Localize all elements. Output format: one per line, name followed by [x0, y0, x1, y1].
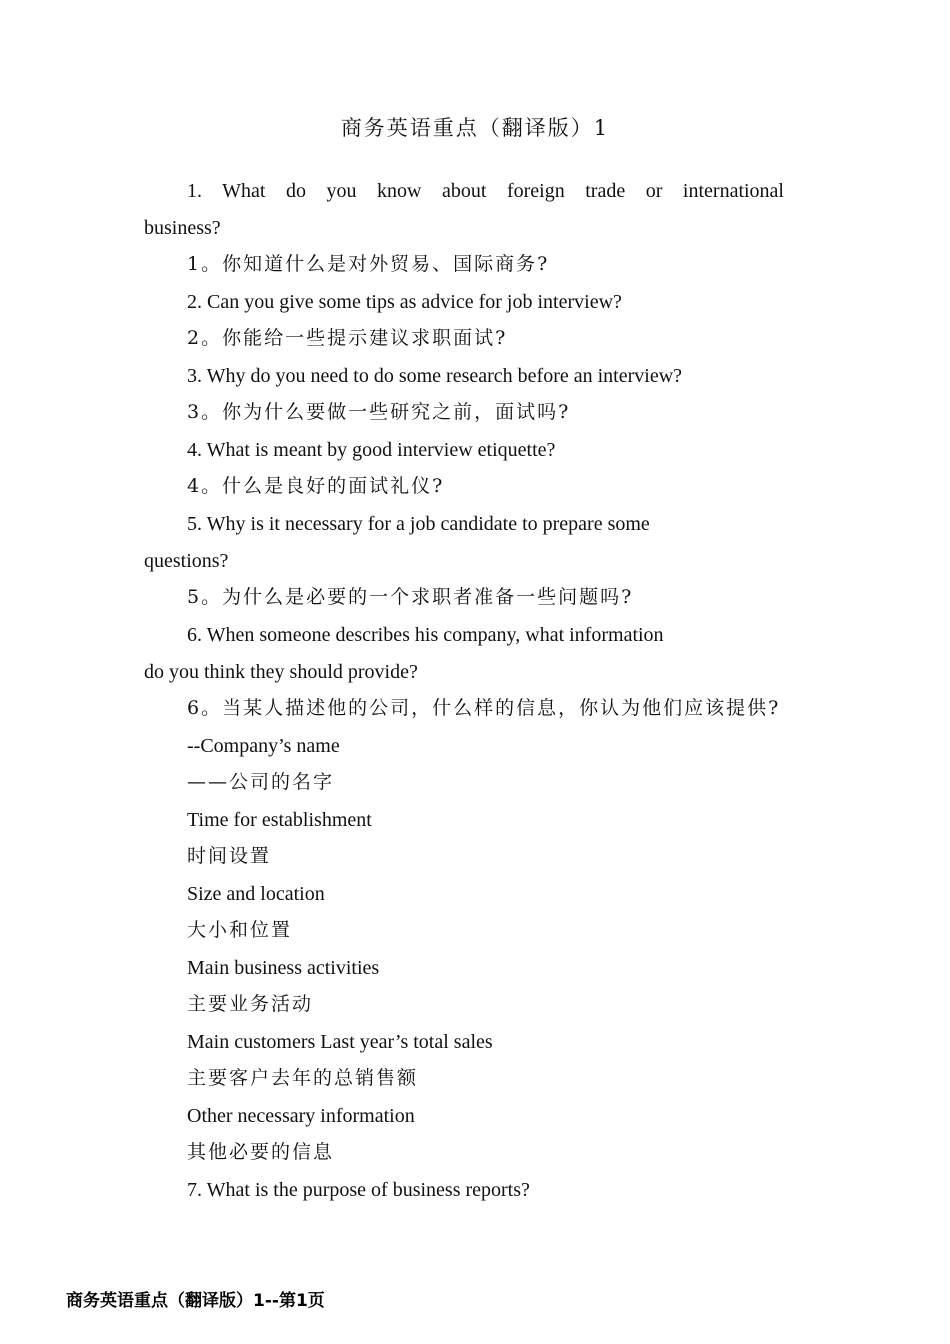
question-2-english: 2. Can you give some tips as advice for job interview? [187, 291, 622, 313]
question-7-english: 7. What is the purpose of business reports? [187, 1179, 530, 1201]
question-4-english: 4. What is meant by good interview etiquette? [187, 439, 556, 461]
question-6-english-continued: do you think they should provide? [144, 661, 418, 683]
question-6-english: 6. When someone describes his company, what information [187, 624, 664, 646]
question-1-chinese: 1。你知道什么是对外贸易、国际商务? [187, 253, 550, 275]
list-item-english: Size and location [187, 883, 325, 905]
list-item-chinese: ——公司的名字 [187, 771, 335, 793]
question-6-chinese: 6。当某人描述他的公司，什么样的信息，你认为他们应该提供? [187, 697, 781, 719]
list-item-chinese: 主要业务活动 [187, 993, 314, 1015]
list-item-english: Other necessary information [187, 1105, 415, 1127]
list-item-chinese: 主要客户去年的总销售额 [187, 1067, 419, 1089]
document-title: 商务英语重点（翻译版）1 [340, 116, 610, 140]
question-3-english: 3. Why do you need to do some research before an interview? [187, 365, 683, 387]
question-5-chinese: 5。为什么是必要的一个求职者准备一些问题吗? [187, 586, 634, 608]
list-item-chinese: 时间设置 [187, 845, 272, 867]
list-item-english: Main customers Last year’s total sales [187, 1031, 493, 1053]
question-2-chinese: 2。你能给一些提示建议求职面试? [187, 327, 508, 349]
list-item-english: Main business activities [187, 957, 380, 979]
list-item-english: Time for establishment [187, 809, 372, 831]
question-1-english-continued: business? [144, 217, 221, 239]
question-1-english: 1. What do you know about foreign trade or international [187, 180, 784, 202]
page-footer: 商务英语重点（翻译版）1--第1页 [66, 1291, 325, 1311]
question-5-english-continued: questions? [144, 550, 229, 572]
list-item-chinese: 大小和位置 [187, 919, 293, 941]
question-4-chinese: 4。什么是良好的面试礼仪? [187, 475, 445, 497]
list-item-chinese: 其他必要的信息 [187, 1141, 335, 1163]
question-5-english: 5. Why is it necessary for a job candidate to prepare some [187, 513, 650, 535]
list-item-english: --Company’s name [187, 735, 340, 757]
question-3-chinese: 3。你为什么要做一些研究之前，面试吗? [187, 401, 571, 423]
